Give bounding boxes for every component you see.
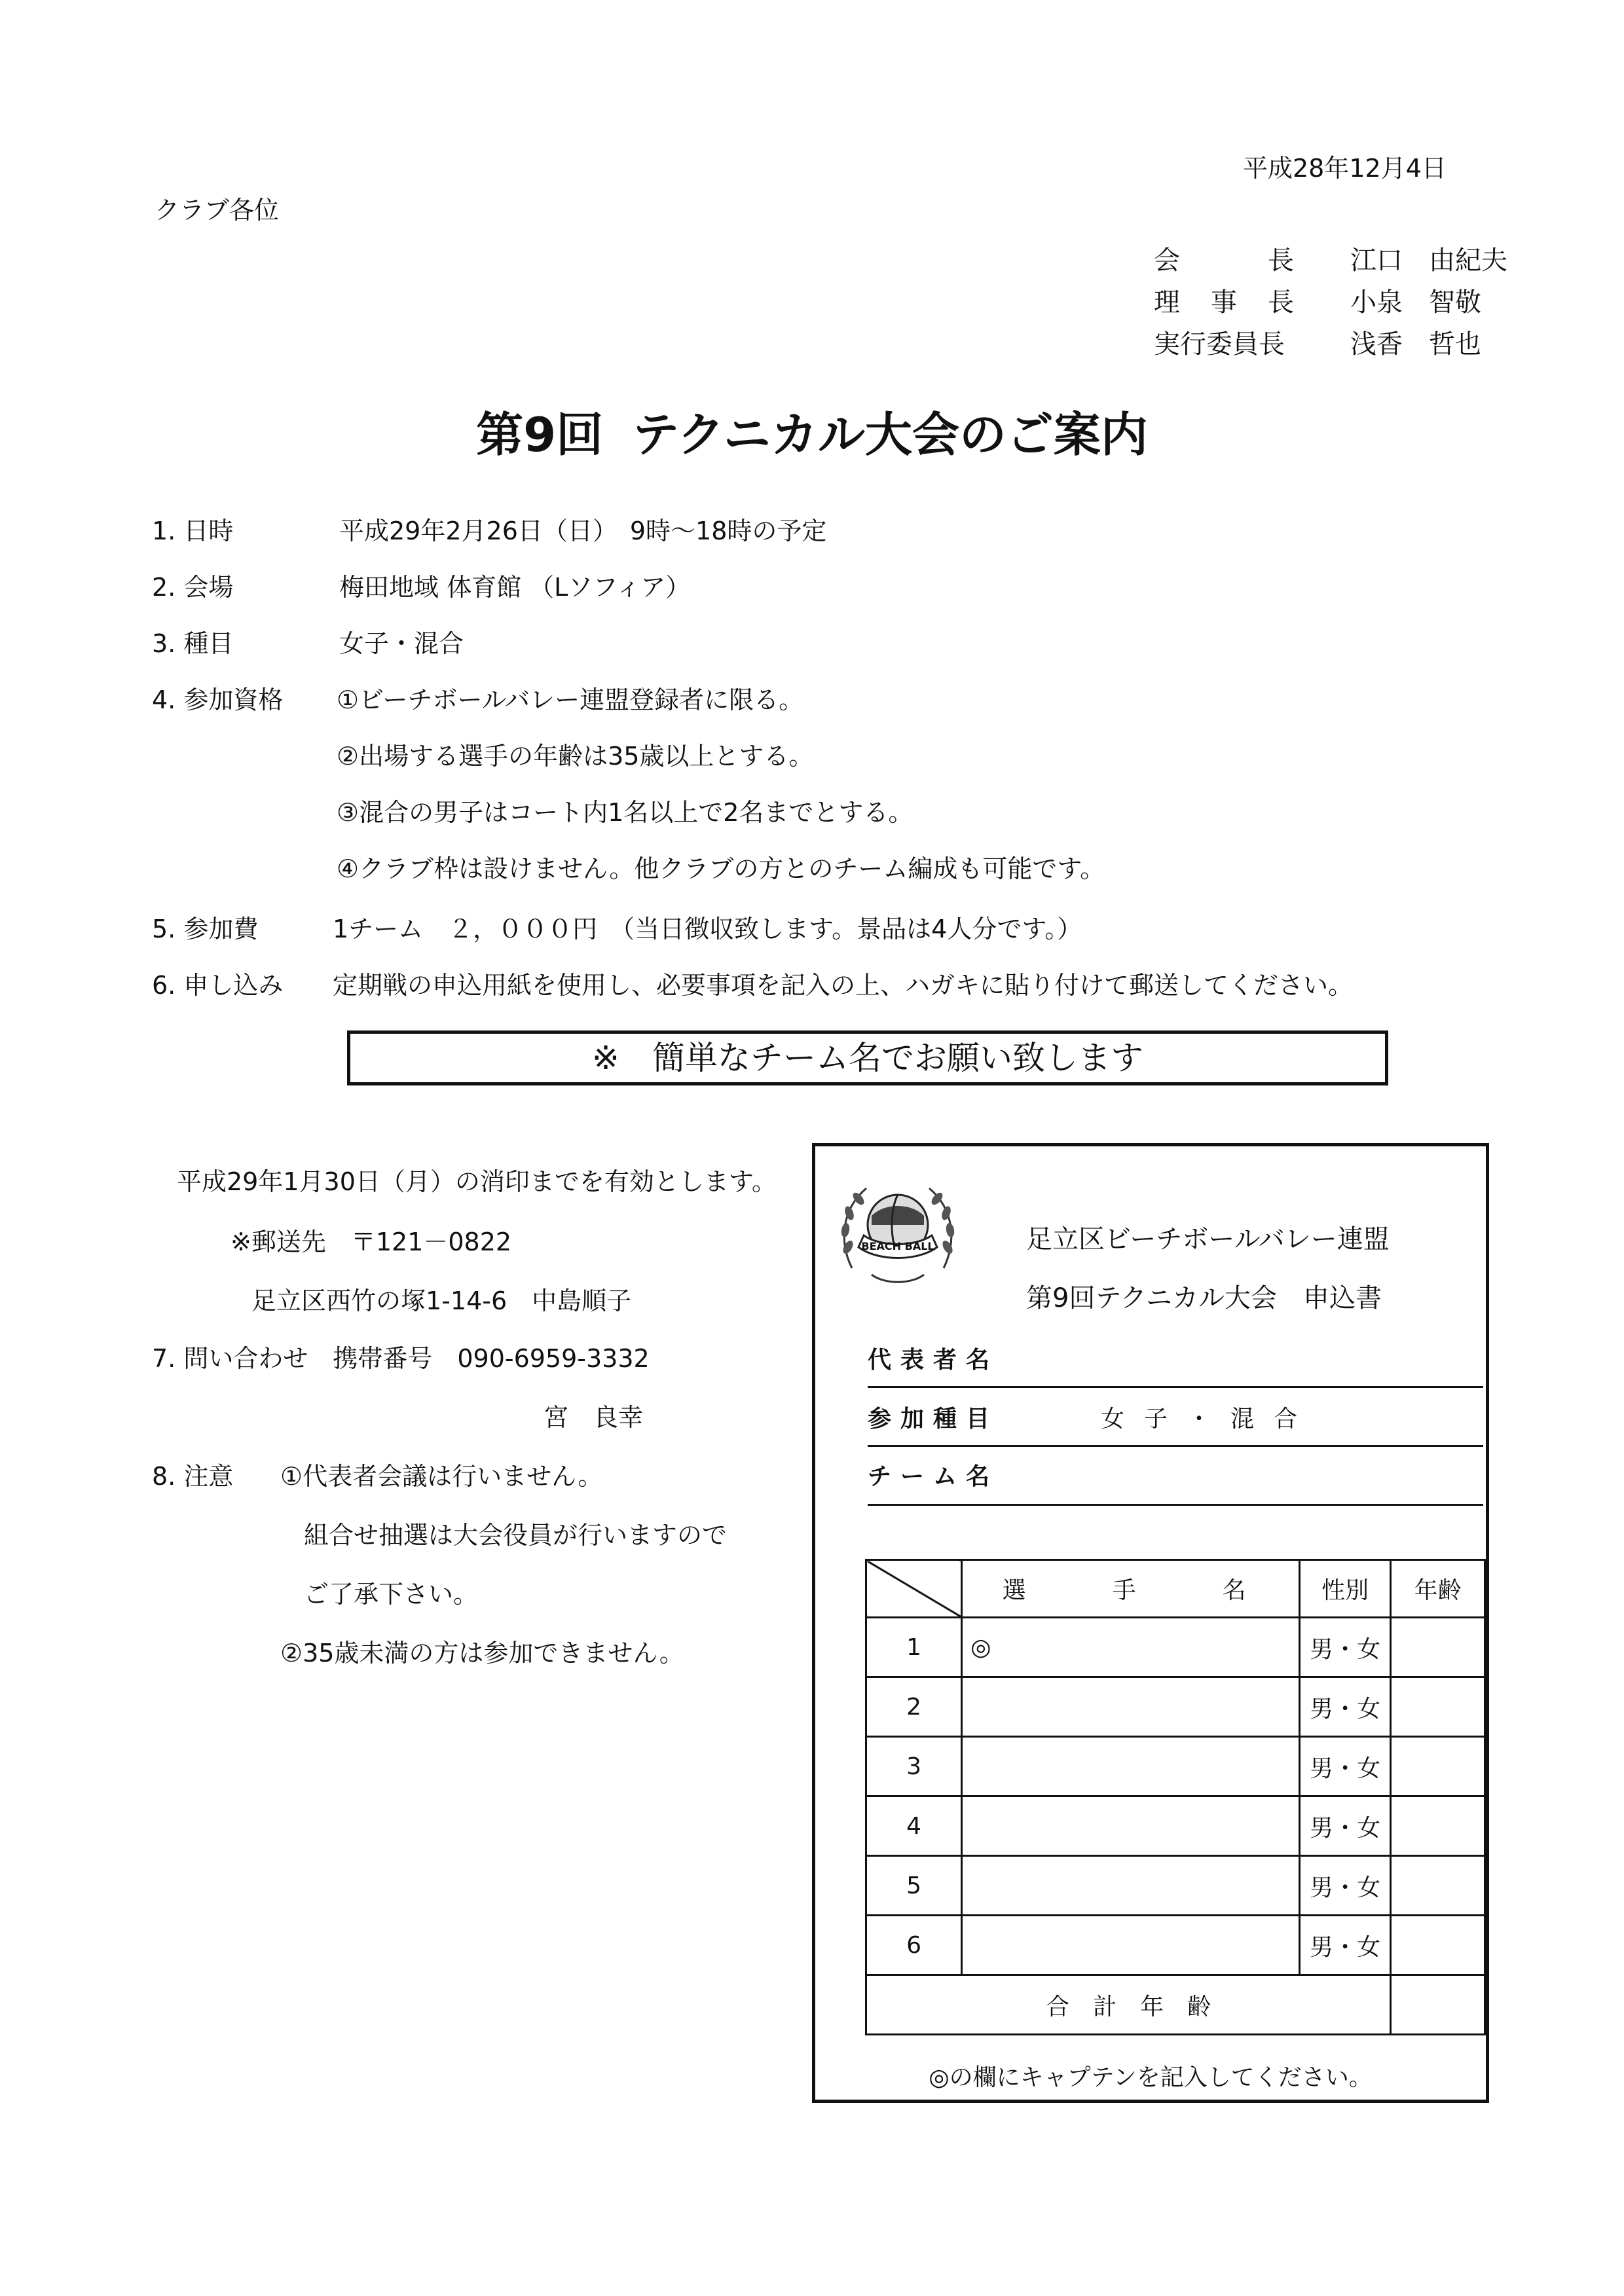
category-label: 参加種目: [868, 1406, 999, 1432]
inquiry-contact-name: 宮 良幸: [544, 1403, 644, 1432]
item-value: ④クラブ枠は設けません。他クラブの方とのチーム編成も可能です。: [337, 854, 1105, 883]
age-cell[interactable]: [1391, 1677, 1485, 1737]
item-number: 2. 会場: [152, 573, 234, 602]
form-footnote: ◎の欄にキャプテンを記入してください。: [929, 2064, 1373, 2091]
item-number: 6. 申し込み: [152, 971, 284, 1000]
caution-1b: 組合せ抽選は大会役員が行いますので: [304, 1521, 728, 1550]
table-row: [866, 1677, 1485, 1737]
table-row: [866, 1856, 1485, 1916]
row-number: 4: [866, 1796, 962, 1856]
row-number: 5: [866, 1856, 962, 1916]
beach-ball-emblem-icon: [832, 1170, 963, 1294]
age-cell[interactable]: [1391, 1796, 1485, 1856]
table-row: [866, 1796, 1485, 1856]
corner-cell: [866, 1560, 962, 1618]
page-title: 第9回 テクニカル大会のご案内: [476, 407, 1148, 462]
table-row: [866, 1737, 1485, 1796]
item-value: ②出場する選手の年齢は35歳以上とする。: [337, 742, 814, 771]
mail-address: 足立区西竹の塚1-14-6 中島順子: [251, 1286, 632, 1315]
form-title: 第9回テクニカル大会 申込書: [1026, 1283, 1382, 1313]
svg-text:BEACH BALL: BEACH BALL: [861, 1240, 934, 1252]
category-value: 女子・混合: [1101, 1406, 1318, 1432]
sex-cell[interactable]: 男・女: [1300, 1796, 1391, 1856]
table-row: [866, 1618, 1485, 1677]
item-value: ③混合の男子はコート内1名以上で2名までとする。: [337, 798, 913, 827]
officer-name-committee: 浅香 哲也: [1350, 329, 1481, 359]
item-number: 5. 参加費: [152, 915, 259, 943]
document-date: 平成28年12月4日: [1243, 154, 1447, 183]
player-name-cell[interactable]: [962, 1677, 1300, 1737]
total-age-label: 合 計 年 齢: [866, 1975, 1391, 2035]
item-value: ①ビーチボールバレー連盟登録者に限る。: [337, 685, 804, 714]
sex-cell[interactable]: 男・女: [1300, 1856, 1391, 1916]
sex-cell[interactable]: 男・女: [1300, 1618, 1391, 1677]
row-number: 6: [866, 1916, 962, 1975]
item-value: 1チーム ２，０００円 （当日徴収致します。景品は4人分です。）: [333, 915, 1082, 943]
postmark-note: 平成29年1月30日（月）の消印までを有効とします。: [177, 1167, 777, 1196]
item-value: 梅田地域 体育館 （Lソフィア）: [339, 573, 691, 602]
addressee: クラブ各位: [155, 196, 280, 225]
item-value: 平成29年2月26日（日） 9時～18時の予定: [339, 517, 827, 545]
application-form: [812, 1143, 1489, 2103]
row-number: 2: [866, 1677, 962, 1737]
age-cell[interactable]: [1391, 1737, 1485, 1796]
header-age: 年齢: [1391, 1560, 1485, 1618]
player-name-cell[interactable]: [962, 1796, 1300, 1856]
caution-1c: ご了承下さい。: [304, 1580, 479, 1609]
item-number: 3. 種目: [152, 629, 234, 658]
player-name-cell[interactable]: [962, 1916, 1300, 1975]
item-value: 女子・混合: [339, 629, 464, 658]
total-age-row: [866, 1975, 1485, 2035]
representative-field[interactable]: [868, 1386, 1483, 1388]
item-number: 1. 日時: [152, 517, 234, 545]
team-name-field[interactable]: [868, 1504, 1483, 1506]
officer-name-chair: 江口 由紀夫: [1350, 246, 1507, 276]
officer-role-chair: 会 長: [1154, 246, 1294, 276]
mail-to: ※郵送先 〒121－0822: [231, 1228, 512, 1256]
notice-text: ※ 簡単なチーム名でお願い致します: [592, 1039, 1143, 1077]
age-cell[interactable]: [1391, 1916, 1485, 1975]
row-number: 1: [866, 1618, 962, 1677]
officer-role-committee: 実行委員長: [1154, 329, 1285, 359]
sex-cell[interactable]: 男・女: [1300, 1737, 1391, 1796]
form-organization: 足立区ビーチボールバレー連盟: [1026, 1224, 1390, 1254]
representative-label: 代表者名: [868, 1347, 999, 1374]
caution-title: 8. 注意: [152, 1462, 234, 1491]
officer-role-director: 理 事 長: [1154, 287, 1294, 318]
player-name-cell[interactable]: [962, 1737, 1300, 1796]
total-age-cell[interactable]: [1391, 1975, 1485, 2035]
notice-box: [347, 1030, 1388, 1085]
officer-name-director: 小泉 智敬: [1350, 287, 1481, 318]
age-cell[interactable]: [1391, 1618, 1485, 1677]
row-number: 3: [866, 1737, 962, 1796]
item-number: 4. 参加資格: [152, 685, 284, 714]
category-line: [868, 1445, 1483, 1447]
inquiry-line: 7. 問い合わせ 携帯番号 090-6959-3332: [152, 1344, 650, 1373]
caution-2: ②35歳未満の方は参加できません。: [280, 1639, 684, 1667]
item-value: 定期戦の申込用紙を使用し、必要事項を記入の上、ハガキに貼り付けて郵送してください。: [333, 971, 1354, 1000]
caution-1: ①代表者会議は行いません。: [280, 1462, 603, 1491]
sex-cell[interactable]: 男・女: [1300, 1677, 1391, 1737]
age-cell[interactable]: [1391, 1856, 1485, 1916]
table-header-row: [866, 1560, 1485, 1618]
header-player-name: 選 手 名: [962, 1560, 1300, 1618]
player-name-cell[interactable]: ◎: [962, 1618, 1300, 1677]
player-roster-table: [865, 1559, 1486, 2035]
player-name-cell[interactable]: [962, 1856, 1300, 1916]
team-name-label: チーム名: [868, 1463, 999, 1490]
table-row: [866, 1916, 1485, 1975]
sex-cell[interactable]: 男・女: [1300, 1916, 1391, 1975]
header-sex: 性別: [1300, 1560, 1391, 1618]
